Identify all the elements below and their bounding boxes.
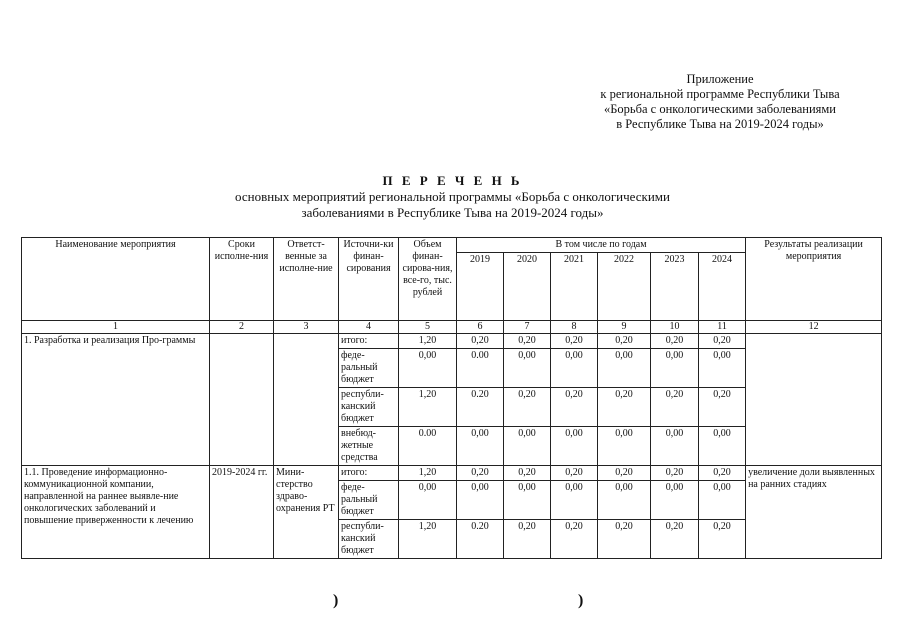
funding-source: феде-ральный бюджет	[339, 481, 399, 520]
funding-value: 0,20	[699, 466, 746, 481]
funding-source: республи-канский бюджет	[339, 388, 399, 427]
scan-mark-right: )	[578, 592, 584, 609]
header-year: 2023	[651, 253, 699, 321]
funding-value: 0,20	[551, 334, 598, 349]
scan-mark-left: )	[333, 592, 339, 609]
funding-value: 0,00	[399, 481, 457, 520]
col-number: 8	[551, 321, 598, 334]
funding-value: 0,00	[399, 349, 457, 388]
col-number: 9	[598, 321, 651, 334]
funding-value: 1,20	[399, 388, 457, 427]
funding-value: 0,20	[598, 520, 651, 559]
col-number: 5	[399, 321, 457, 334]
measure-results	[746, 334, 882, 466]
col-number: 1	[22, 321, 210, 334]
header-sources: Источни-ки финан-сирования	[339, 238, 399, 321]
funding-source: итого:	[339, 334, 399, 349]
header-terms: Сроки исполне-ния	[210, 238, 274, 321]
funding-source: внебюд-жетные средства	[339, 427, 399, 466]
funding-value: 0,20	[651, 334, 699, 349]
funding-value: 0,20	[551, 388, 598, 427]
funding-value: 0,00	[551, 481, 598, 520]
funding-value: 0,00	[551, 427, 598, 466]
col-number: 12	[746, 321, 882, 334]
measure-terms	[210, 334, 274, 466]
header-year: 2020	[504, 253, 551, 321]
funding-value: 0,20	[504, 466, 551, 481]
col-number: 4	[339, 321, 399, 334]
funding-value: 0,00	[699, 427, 746, 466]
funding-value: 0,20	[504, 388, 551, 427]
funding-value: 0,00	[651, 427, 699, 466]
funding-source: республи-канский бюджет	[339, 520, 399, 559]
col-number: 7	[504, 321, 551, 334]
funding-value: 0,20	[457, 334, 504, 349]
funding-value: 0,20	[699, 334, 746, 349]
header-responsible: Ответст-венные за исполне-ние	[274, 238, 339, 321]
header-row-1	[22, 238, 882, 253]
header-year: 2022	[598, 253, 651, 321]
measure-name: 1.1. Проведение информационно-коммуникационной компании, направленной на раннее выявле-ние онкологических заболеваний и повышение приверженности к лечению	[22, 466, 210, 559]
title-line-2: заболеваниями в Республике Тыва на 2019-2024 годы»	[301, 205, 604, 220]
funding-value: 0,20	[598, 334, 651, 349]
funding-value: 0,00	[551, 349, 598, 388]
funding-value: 0,00	[504, 349, 551, 388]
funding-value: 0,20	[651, 466, 699, 481]
title-heading: П Е Р Е Ч Е Н Ь	[382, 173, 523, 188]
funding-value: 0,20	[699, 520, 746, 559]
appendix-line-1: Приложение	[686, 72, 754, 86]
funding-value: 0,00	[651, 481, 699, 520]
funding-value: 0,20	[551, 520, 598, 559]
table-row	[22, 466, 882, 481]
appendix-line-4: в Республике Тыва на 2019-2024 годы»	[616, 117, 824, 131]
funding-value: 0,00	[504, 427, 551, 466]
document-title	[0, 173, 905, 221]
funding-value: 0,20	[551, 466, 598, 481]
col-number: 6	[457, 321, 504, 334]
funding-value: 1,20	[399, 334, 457, 349]
funding-value: 1,20	[399, 520, 457, 559]
header-year: 2024	[699, 253, 746, 321]
funding-value: 0,20	[699, 388, 746, 427]
header-volume: Объем финан-сирова-ния, все-го, тыс. рублей	[399, 238, 457, 321]
funding-value: 0,00	[699, 481, 746, 520]
funding-value: 0,20	[598, 466, 651, 481]
column-number-row	[22, 321, 882, 334]
measure-responsible: Мини-стерство здраво-охранения РТ	[274, 466, 339, 559]
col-number: 2	[210, 321, 274, 334]
appendix-line-2: к региональной программе Республики Тыва	[600, 87, 840, 101]
funding-value: 0,00	[457, 481, 504, 520]
header-results: Результаты реализации мероприятия	[746, 238, 882, 321]
funding-value: 0,20	[504, 334, 551, 349]
funding-value: 0,20	[598, 388, 651, 427]
measure-results: увеличение доли выявленных на ранних стадиях	[746, 466, 882, 559]
col-number: 3	[274, 321, 339, 334]
funding-value: 0,00	[699, 349, 746, 388]
funding-value: 0,00	[598, 427, 651, 466]
funding-value: 0.00	[399, 427, 457, 466]
funding-source: феде-ральный бюджет	[339, 349, 399, 388]
col-number: 11	[699, 321, 746, 334]
header-year: 2021	[551, 253, 598, 321]
title-line-1: основных мероприятий региональной программы «Борьба с онкологическими	[235, 189, 670, 204]
funding-value: 0,00	[651, 349, 699, 388]
funding-value: 0,00	[598, 349, 651, 388]
header-year: 2019	[457, 253, 504, 321]
measure-name: 1. Разработка и реализация Про-граммы	[22, 334, 210, 466]
funding-value: 1,20	[399, 466, 457, 481]
measure-responsible	[274, 334, 339, 466]
table-row	[22, 334, 882, 349]
header-by-years: В том числе по годам	[457, 238, 746, 253]
funding-value: 0,00	[598, 481, 651, 520]
funding-value: 0,20	[651, 520, 699, 559]
header-name: Наименование мероприятия	[22, 238, 210, 321]
funding-value: 0,20	[457, 466, 504, 481]
funding-value: 0,00	[504, 481, 551, 520]
funding-source: итого:	[339, 466, 399, 481]
measure-terms: 2019-2024 гг.	[210, 466, 274, 559]
funding-value: 0.20	[457, 520, 504, 559]
appendix-line-3: «Борьба с онкологическими заболеваниями	[603, 102, 836, 116]
funding-value: 0.00	[457, 349, 504, 388]
funding-value: 0,20	[504, 520, 551, 559]
appendix-header	[560, 72, 880, 132]
funding-value: 0,20	[651, 388, 699, 427]
col-number: 10	[651, 321, 699, 334]
measures-table	[21, 237, 882, 559]
funding-value: 0.20	[457, 388, 504, 427]
funding-value: 0,00	[457, 427, 504, 466]
